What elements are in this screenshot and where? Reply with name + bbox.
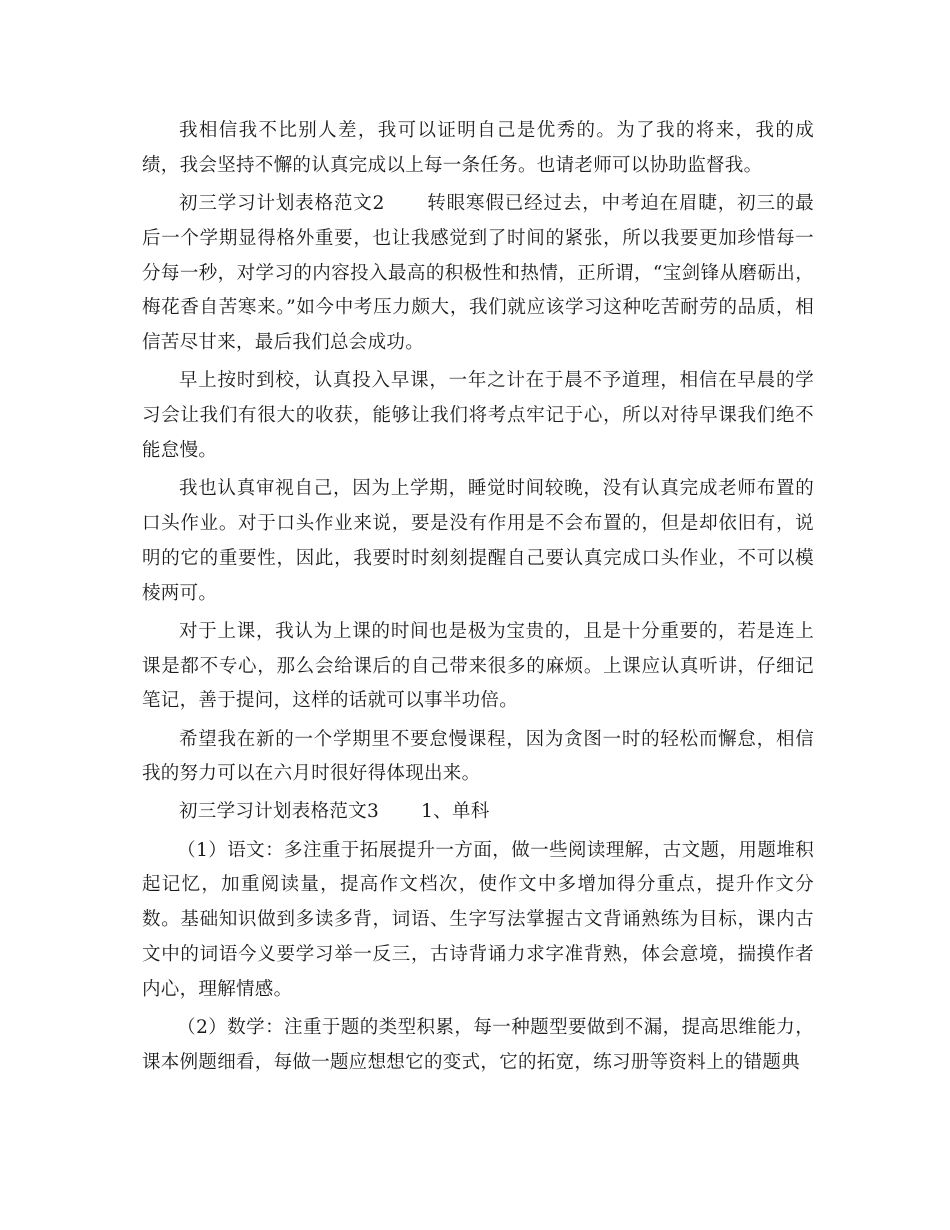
paragraph-commitment (142, 114, 814, 184)
section-heading: 初三学习计划表格范文3 (179, 801, 380, 823)
paragraph-sample-3 (142, 795, 814, 830)
paragraph-chinese-subject (142, 834, 814, 1008)
paragraph-text: 我也认真审视自己，因为上学期，睡觉时间较晚，没有认真完成老师布置的口头作业。对于口头作业来说，要是没有作用是不会布置的，但是却依旧有，说明的它的重要性，因此，我要时时刻刻提醒自己要认真完成口头作业，不可以模棱两可。 (142, 478, 814, 604)
paragraph-math-subject (142, 1011, 814, 1081)
document-body (142, 114, 814, 1084)
paragraph-sample-2 (142, 187, 814, 361)
paragraph-text: （2）数学：注重于题的类型积累，每一种题型要做到不漏，提高思维能力，课本例题细看，每做一题应想想它的变式，它的拓宽，练习册等资料上的错题典 (142, 1017, 814, 1073)
paragraph-self-review (142, 472, 814, 611)
paragraph-morning-study (142, 364, 814, 468)
paragraph-hope (142, 723, 814, 793)
paragraph-class-attention (142, 615, 814, 719)
section-heading: 初三学习计划表格范文2 (179, 192, 385, 214)
paragraph-text: （1）语文：多注重于拓展提升一方面，做一些阅读理解，古文题，用题堆积起记忆，加重阅读量，提高作文档次，使作文中多增加得分重点，提升作文分数。基础知识做到多读多背，词语、生字写法掌握古文背诵熟练为目标，课内古文中的词语今义要学习举一反三，古诗背诵力求字准背熟，体会意境，揣摸作者内心，理解情感。 (142, 839, 814, 1000)
paragraph-text: 对于上课，我认为上课的时间也是极为宝贵的，且是十分重要的，若是连上课是都不专心，那么会给课后的自己带来很多的麻烦。上课应认真听讲，仔细记笔记，善于提问，这样的话就可以事半功倍。 (142, 620, 814, 712)
paragraph-text: 我相信我不比别人差，我可以证明自己是优秀的。为了我的将来，我的成绩，我会坚持不懈的认真完成以上每一条任务。也请老师可以协助监督我。 (142, 120, 814, 176)
paragraph-text: 希望我在新的一个学期里不要怠慢课程，因为贪图一时的轻松而懈怠，相信我的努力可以在六月时很好得体现出来。 (142, 728, 814, 785)
paragraph-text: 转眼寒假已经过去，中考迫在眉睫，初三的最后一个学期显得格外重要，也让我感觉到了时间的紧张，所以我要更加珍惜每一分每一秒，对学习的内容投入最高的积极性和热情，正所谓，“宝剑锋从磨砺出，梅花香自苦寒来。”如今中考压力颇大，我们就应该学习这种吃苦耐劳的品质，相信苦尽甘来，最后我们总会成功。 (142, 192, 814, 354)
paragraph-text: 1、单科 (421, 801, 490, 823)
paragraph-text: 早上按时到校，认真投入早课，一年之计在于晨不予道理，相信在早晨的学习会让我们有很大的收获，能够让我们将考点牢记于心，所以对待早课我们绝不能怠慢。 (142, 370, 814, 461)
